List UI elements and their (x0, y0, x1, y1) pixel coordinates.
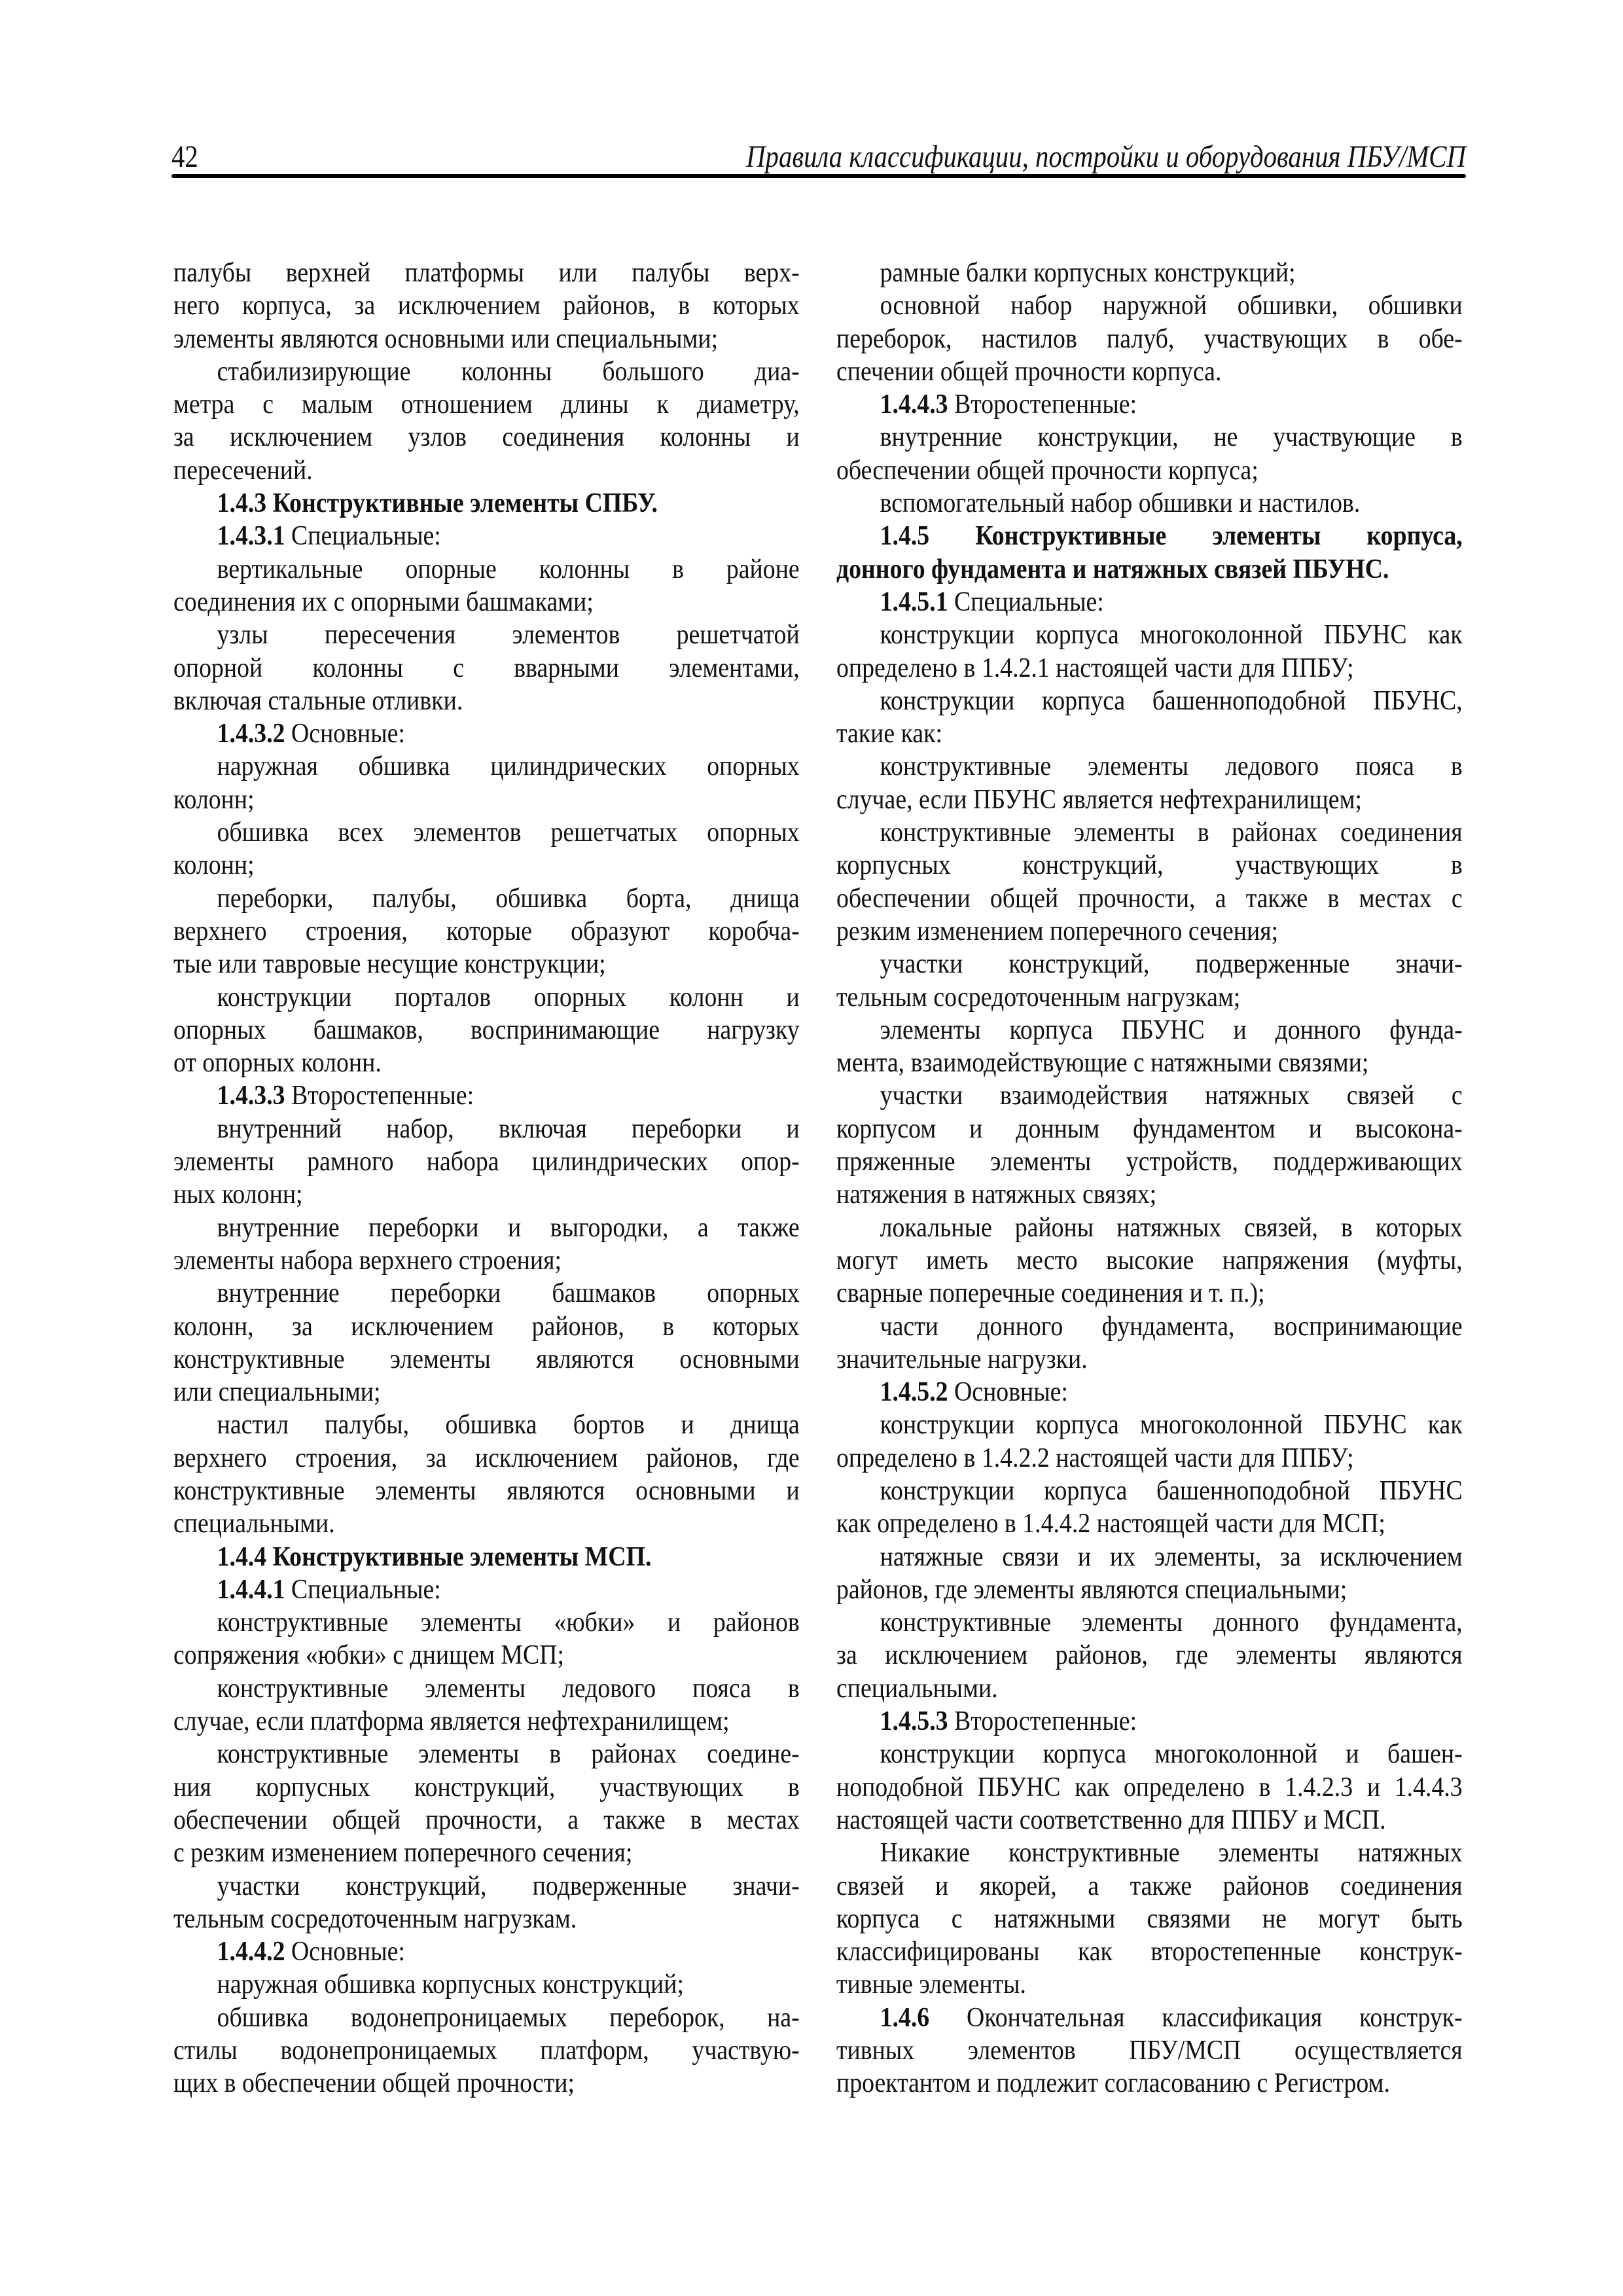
line-text: конструкции корпуса башенноподобной ПБУНС, (880, 685, 1463, 716)
line-text: Основные: (954, 1377, 1068, 1408)
text-line (836, 849, 1463, 882)
line-text: обеспечении общей прочности, а также в местах (173, 1804, 800, 1835)
clause-number: 1.4.4.1 (217, 1574, 285, 1605)
paragraph (836, 487, 1463, 520)
paragraph (836, 1837, 1463, 2001)
line-text: включая стальные отливки. (173, 685, 463, 716)
paragraph (836, 1738, 1463, 1837)
line-text: элементы являются основными или специальными; (173, 323, 719, 354)
paragraph (836, 586, 1463, 619)
paragraph (836, 1606, 1463, 1705)
paragraph (836, 750, 1463, 816)
text-line (173, 948, 800, 980)
line-text: значительные нагрузки. (836, 1344, 1088, 1374)
text-line (836, 1935, 1463, 1968)
line-text: случае, если платформа является нефтехранилищем; (173, 1706, 730, 1737)
line-text: рамные балки корпусных конструкций; (880, 258, 1296, 288)
paragraph (173, 717, 800, 750)
paragraph (173, 882, 800, 981)
text-line (173, 1804, 800, 1837)
text-line (836, 1804, 1463, 1837)
paragraph (173, 257, 800, 355)
paragraph (836, 1408, 1463, 1475)
line-text: ния корпусных конструкций, участвующих в (173, 1772, 800, 1803)
text-line (173, 1408, 800, 1441)
text-line (836, 289, 1463, 322)
text-line (836, 981, 1463, 1014)
line-text: от опорных колонн. (173, 1048, 382, 1079)
line-text: за исключением районов, где элементы являются (836, 1640, 1463, 1671)
text-line (173, 257, 800, 289)
text-line (173, 2067, 800, 2100)
text-line (836, 2034, 1463, 2067)
line-text: связей и якорей, а также районов соединения (836, 1871, 1463, 1901)
line-text: резким изменением поперечного сечения; (836, 916, 1279, 946)
line-text: настил палубы, обшивка бортов и днища (217, 1410, 800, 1441)
text-line (836, 1475, 1463, 1507)
line-text: корпусом и донным фундаментом и высокона- (836, 1113, 1463, 1144)
paragraph (173, 1968, 800, 2001)
text-line (836, 1244, 1463, 1277)
text-line (173, 816, 800, 849)
paragraph (173, 1606, 800, 1672)
clause-number: 1.4.4.3 (880, 389, 948, 420)
line-text: основной набор наружной обшивки, обшивки (880, 291, 1463, 321)
text-line (173, 1079, 800, 1112)
line-text: с резким изменением поперечного сечения; (173, 1838, 633, 1869)
text-line (836, 1343, 1463, 1376)
line-text: тивных элементов ПБУ/МСП осуществляется (836, 2036, 1463, 2066)
line-text: или специальными; (173, 1377, 381, 1408)
text-line (173, 553, 800, 586)
text-line (173, 685, 800, 717)
line-text: классифицированы как второстепенные конструк- (836, 1937, 1463, 1967)
line-text: сопряжения «юбки» с днищем МСП; (173, 1640, 564, 1671)
line-text: элементы набора верхнего строения; (173, 1245, 562, 1276)
text-line (173, 289, 800, 322)
text-line (836, 652, 1463, 685)
paragraph (836, 1310, 1463, 1376)
line-text: локальные районы натяжных связей, в которых (880, 1212, 1463, 1243)
paragraph (173, 1211, 800, 1278)
text-line (173, 1870, 800, 1903)
text-line (836, 1079, 1463, 1112)
text-line (173, 2001, 800, 2034)
text-line (836, 1310, 1463, 1343)
line-text: Окончательная классификация конструк- (967, 2002, 1463, 2033)
paragraph (836, 1705, 1463, 1738)
text-line (173, 783, 800, 816)
line-text: донного фундамента и натяжных связей ПБУНС. (836, 554, 1389, 584)
line-text: проектантом и подлежит согласованию с Регистром. (836, 2068, 1390, 2099)
text-line (173, 487, 800, 520)
line-text: Основные: (291, 1937, 405, 1967)
line-text: конструктивные элементы в районах соедине- (217, 1739, 800, 1770)
text-line (173, 454, 800, 487)
line-text: опорных башмаков, воспринимающие нагрузку (173, 1014, 800, 1045)
text-line (836, 685, 1463, 717)
paragraph (173, 1672, 800, 1738)
line-text: Второстепенные: (954, 1706, 1137, 1737)
text-line (173, 849, 800, 882)
line-text: Никакие конструктивные элементы натяжных (880, 1838, 1463, 1869)
line-text: обеспечении общей прочности, а также в местах с (836, 883, 1463, 914)
text-line (173, 1837, 800, 1869)
line-text: внутренние конструкции, не участвующие в (880, 422, 1463, 453)
text-line (836, 1178, 1463, 1211)
line-text: определено в 1.4.2.1 настоящей части для ППБУ; (836, 653, 1354, 683)
line-text: Специальные: (954, 586, 1104, 617)
paragraph (836, 421, 1463, 487)
line-text: внутренние переборки и выгородки, а также (217, 1212, 800, 1243)
line-text: узлы пересечения элементов решетчатой (217, 620, 800, 651)
text-line (836, 323, 1463, 355)
line-text: тельным сосредоточенным нагрузкам; (836, 982, 1241, 1013)
text-line (836, 487, 1463, 520)
line-text: районов, где элементы являются специальными; (836, 1574, 1347, 1605)
text-line (173, 1310, 800, 1343)
line-text: корпуса с натяжными связями не могут быть (836, 1903, 1463, 1934)
text-line (836, 1376, 1463, 1408)
line-text: настоящей части соответственно для ППБУ и МСП. (836, 1804, 1386, 1835)
clause-number: 1.4.5.2 (880, 1377, 948, 1408)
paragraph (836, 1475, 1463, 1541)
line-text: верхнего строения, за исключением районов, где (173, 1443, 800, 1473)
text-line (173, 1475, 800, 1507)
paragraph (173, 1079, 800, 1112)
text-line (836, 454, 1463, 487)
text-line (836, 355, 1463, 388)
text-line (836, 2001, 1463, 2034)
line-text: обеспечении общей прочности корпуса; (836, 455, 1258, 486)
text-line (173, 421, 800, 454)
text-line (173, 586, 800, 619)
paragraph (173, 2001, 800, 2100)
line-text: конструктивные элементы являются основными и (173, 1475, 800, 1506)
text-line (836, 586, 1463, 619)
text-line (173, 1277, 800, 1310)
line-text: тельным сосредоточенным нагрузкам. (173, 1903, 577, 1934)
line-text: Второстепенные: (291, 1081, 474, 1111)
paragraph (173, 1408, 800, 1540)
text-line (836, 1507, 1463, 1540)
right-column (836, 257, 1463, 2100)
paragraph (836, 1376, 1463, 1408)
text-line (836, 2067, 1463, 2100)
running-title: Правила классификации, постройки и оборудования ПБУ/МСП (746, 139, 1466, 174)
clause-number: 1.4.5.3 (880, 1706, 948, 1737)
section-heading (836, 520, 1463, 586)
paragraph (836, 619, 1463, 685)
line-text: конструкции корпуса башенноподобной ПБУНС (880, 1475, 1463, 1506)
paragraph (173, 750, 800, 816)
paragraph (836, 289, 1463, 388)
paragraph (836, 1211, 1463, 1310)
text-line (836, 717, 1463, 750)
line-text: натяжные связи и их элементы, за исключением (880, 1541, 1463, 1572)
clause-number: 1.4.5.1 (880, 586, 948, 617)
line-text: Специальные: (291, 1574, 441, 1605)
text-line (173, 882, 800, 915)
line-text: как определено в 1.4.4.2 настоящей части для МСП; (836, 1509, 1385, 1539)
text-line (836, 1277, 1463, 1310)
text-line (173, 323, 800, 355)
line-text: вертикальные опорные колонны в районе (217, 554, 800, 584)
line-text: пересечений. (173, 455, 313, 486)
line-text: специальными. (173, 1509, 335, 1539)
text-line (173, 717, 800, 750)
line-text: конструктивные элементы ледового пояса в (880, 751, 1463, 782)
line-text: палубы верхней платформы или палубы верх- (173, 258, 800, 288)
text-line (173, 1014, 800, 1047)
line-text: конструктивные элементы в районах соединения (880, 817, 1463, 848)
text-line (173, 1145, 800, 1178)
line-text: соединения их с опорными башмаками; (173, 586, 594, 617)
text-line (836, 520, 1463, 552)
line-text: стилы водонепроницаемых платформ, участвую- (173, 2036, 800, 2066)
paragraph (173, 1935, 800, 1968)
paragraph (836, 2001, 1463, 2100)
text-line (836, 1870, 1463, 1903)
line-text: конструктивные элементы являются основными (173, 1344, 800, 1374)
paragraph (836, 685, 1463, 751)
line-text: элементы рамного набора цилиндрических опор- (173, 1147, 800, 1177)
text-line (173, 1606, 800, 1639)
text-line (173, 1113, 800, 1145)
paragraph (836, 948, 1463, 1014)
line-text: части донного фундамента, воспринимающие (880, 1311, 1463, 1342)
text-line (173, 652, 800, 685)
paragraph (173, 619, 800, 717)
line-text: конструктивные элементы «юбки» и районов (217, 1607, 800, 1638)
clause-number: 1.4.6 (880, 2002, 930, 2033)
text-line (173, 1244, 800, 1277)
text-line (836, 1047, 1463, 1079)
line-text: такие как: (836, 719, 943, 749)
text-line (173, 1211, 800, 1244)
page-number: 42 (171, 139, 198, 174)
line-text: внутренние переборки башмаков опорных (217, 1278, 800, 1309)
paragraph (836, 388, 1463, 421)
line-text: специальными. (836, 1673, 998, 1704)
text-line (173, 1541, 800, 1573)
line-text: элементы корпуса ПБУНС и донного фунда- (880, 1014, 1463, 1045)
text-line (836, 1771, 1463, 1804)
paragraph (173, 1277, 800, 1408)
line-text: колонн, за исключением районов, в которых (173, 1311, 800, 1342)
line-text: случае, если ПБУНС является нефтехранилищем; (836, 784, 1362, 815)
text-line (173, 388, 800, 421)
text-line (836, 915, 1463, 948)
line-text: вспомогательный набор обшивки и настилов. (880, 488, 1361, 519)
line-text: конструкции порталов опорных колонн и (217, 982, 800, 1013)
text-line (836, 816, 1463, 849)
clause-number: 1.4.3.2 (217, 719, 285, 749)
section-heading (173, 487, 800, 520)
line-text: ных колонн; (173, 1179, 303, 1210)
text-line (836, 388, 1463, 421)
text-line (173, 1639, 800, 1672)
paragraph (836, 257, 1463, 289)
text-line (836, 1408, 1463, 1441)
line-text: колонн; (173, 850, 255, 881)
text-line (836, 1145, 1463, 1178)
line-text: наружная обшивка корпусных конструкций; (217, 1969, 685, 2000)
text-line (173, 1935, 800, 1968)
line-text: конструктивные элементы донного фундамента, (880, 1607, 1463, 1638)
line-text: сварные поперечные соединения и т. п.); (836, 1278, 1265, 1309)
text-line (173, 915, 800, 948)
text-line (173, 1903, 800, 1935)
text-line (173, 1178, 800, 1211)
line-text: Основные: (291, 719, 405, 749)
line-text: 1.4.3 Конструктивные элементы СПБУ. (217, 488, 658, 519)
line-text: Специальные: (291, 521, 441, 552)
text-line (836, 1672, 1463, 1705)
text-line (173, 1771, 800, 1804)
text-line (836, 257, 1463, 289)
line-text: 1.4.5 Конструктивные элементы корпуса, (880, 521, 1463, 552)
text-line (836, 1639, 1463, 1672)
paragraph (173, 816, 800, 882)
text-line (836, 783, 1463, 816)
line-text: конструкции корпуса многоколонной и башен- (880, 1739, 1463, 1770)
paragraph (173, 1113, 800, 1211)
text-line (173, 1672, 800, 1705)
text-line (836, 1211, 1463, 1244)
line-text: переборок, настилов палуб, участвующих в обе- (836, 323, 1463, 354)
text-line (836, 1837, 1463, 1869)
section-heading (173, 1541, 800, 1573)
line-text: ноподобной ПБУНС как определено в 1.4.2.3 и 1.4.4.3 (836, 1772, 1463, 1803)
text-line (173, 1343, 800, 1376)
line-text: спечении общей прочности корпуса. (836, 356, 1222, 387)
line-text: тые или тавровые несущие конструкции; (173, 949, 606, 980)
text-line (836, 1113, 1463, 1145)
line-text: опорной колонны с вварными элементами, (173, 653, 800, 683)
text-line (836, 619, 1463, 651)
line-text: обшивка водонепроницаемых переборок, на- (217, 2002, 800, 2033)
text-line (173, 1507, 800, 1540)
line-text: тивные элементы. (836, 1969, 1026, 2000)
header-rule (171, 174, 1466, 178)
line-text: наружная обшивка цилиндрических опорных (217, 751, 800, 782)
line-text: него корпуса, за исключением районов, в которых (173, 291, 800, 321)
line-text: обшивка всех элементов решетчатых опорных (217, 817, 800, 848)
text-line (836, 1903, 1463, 1935)
text-line (836, 1014, 1463, 1047)
left-column (173, 257, 800, 2100)
text-line (173, 619, 800, 651)
text-line (836, 882, 1463, 915)
line-text: 1.4.4 Конструктивные элементы МСП. (217, 1541, 652, 1572)
line-text: конструкции корпуса многоколонной ПБУНС как (880, 620, 1463, 651)
text-line (836, 1541, 1463, 1573)
paragraph (173, 1738, 800, 1869)
paragraph (173, 520, 800, 552)
line-text: щих в обеспечении общей прочности; (173, 2068, 575, 2099)
line-text: стабилизирующие колонны большого диа- (217, 356, 800, 387)
text-line (173, 2034, 800, 2067)
text-line (173, 355, 800, 388)
line-text: колонн; (173, 784, 255, 815)
text-line (836, 1738, 1463, 1770)
text-line (173, 1573, 800, 1606)
line-text: участки конструкций, подверженные значи- (217, 1871, 800, 1901)
line-text: метра с малым отношением длины к диаметру, (173, 389, 800, 420)
paragraph (836, 1079, 1463, 1211)
line-text: корпусных конструкций, участвующих в (836, 850, 1463, 881)
text-line (173, 1705, 800, 1738)
line-text: конструкции корпуса многоколонной ПБУНС как (880, 1410, 1463, 1441)
text-line (836, 1705, 1463, 1738)
line-text: могут иметь место высокие напряжения (муфты, (836, 1245, 1463, 1276)
paragraph (173, 1573, 800, 1606)
clause-number: 1.4.3.1 (217, 521, 285, 552)
text-line (173, 1376, 800, 1408)
text-line (173, 1047, 800, 1079)
paragraph (836, 1541, 1463, 1607)
line-text: переборки, палубы, обшивка борта, днища (217, 883, 800, 914)
text-line (173, 1442, 800, 1475)
paragraph (173, 1870, 800, 1936)
line-text: участки конструкций, подверженные значи- (880, 949, 1463, 980)
paragraph (173, 355, 800, 487)
text-line (836, 421, 1463, 454)
text-line (836, 1968, 1463, 2001)
text-line (173, 1968, 800, 2001)
line-text: мента, взаимодействующие с натяжными связями; (836, 1048, 1369, 1079)
clause-number: 1.4.4.2 (217, 1937, 285, 1967)
line-text: пряженные элементы устройств, поддерживающих (836, 1147, 1463, 1177)
text-line (836, 1442, 1463, 1475)
text-line (836, 1573, 1463, 1606)
paragraph (836, 816, 1463, 948)
text-line (836, 750, 1463, 783)
line-text: Второстепенные: (954, 389, 1137, 420)
text-line (173, 750, 800, 783)
line-text: за исключением узлов соединения колонны и (173, 422, 800, 453)
text-line (173, 520, 800, 552)
text-line (173, 981, 800, 1014)
paragraph (173, 553, 800, 619)
paragraph (836, 1014, 1463, 1080)
line-text: участки взаимодействия натяжных связей с (880, 1081, 1463, 1111)
text-line (173, 1738, 800, 1770)
clause-number: 1.4.3.3 (217, 1081, 285, 1111)
line-text: натяжения в натяжных связях; (836, 1179, 1157, 1210)
paragraph (173, 981, 800, 1080)
text-line (836, 1606, 1463, 1639)
text-line (836, 948, 1463, 980)
line-text: конструктивные элементы ледового пояса в (217, 1673, 800, 1704)
line-text: внутренний набор, включая переборки и (217, 1113, 800, 1144)
text-line (836, 553, 1463, 586)
line-text: определено в 1.4.2.2 настоящей части для ППБУ; (836, 1443, 1354, 1473)
line-text: верхнего строения, которые образуют коробча- (173, 916, 800, 946)
